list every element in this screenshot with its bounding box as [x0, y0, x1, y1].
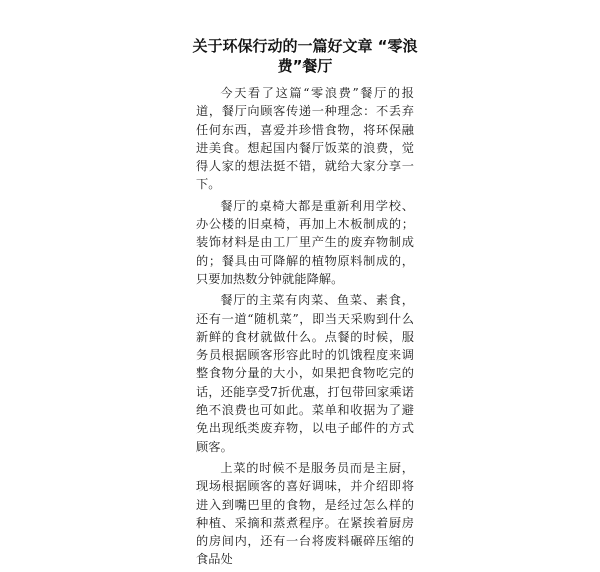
- article-title: 关于环保行动的一篇好文章 “零浪费”餐厅: [192, 37, 418, 75]
- article-body: [196, 84, 414, 572]
- article-paragraph: 上菜的时候不是服务员而是主厨，现场根据顾客的喜好调味，并介绍即将进入到嘴巴里的食物，是经过怎么样的种植、采摘和蒸煮程序。在紧挨着厨房的房间内，还有一台将废料碾碎压缩的食品处: [196, 460, 414, 567]
- article-paragraph: 餐厅的主菜有肉菜、鱼菜、素食，还有一道“随机菜”，即当天采购到什么新鲜的食材就做什么。点餐的时候，服务员根据顾客形容此时的饥饿程度来调整食物分量的大小，如果把食物吃完的话，还能享受7折优惠，打包带回家乘诺绝不浪费也可如此。菜单和收据为了避免出现纸类废弃物，以电子邮件的方式顾客。: [196, 293, 414, 454]
- article-paragraph: 餐厅的桌椅大都是重新利用学校、办公楼的旧桌椅，再加上木板制成的；装饰材料是由工厂里产生的废弃物制成的；餐具由可降解的植物原料制成的，只要加热数分钟就能降解。: [196, 198, 414, 286]
- article-paragraph: 今天看了这篇“零浪费”餐厅的报道，餐厅向顾客传递一种理念：不丢弃任何东西，喜爱并珍惜食物，将环保融进美食。想起国内餐厅饭菜的浪费，觉得人家的想法挺不错，就给大家分享一下。: [196, 86, 414, 192]
